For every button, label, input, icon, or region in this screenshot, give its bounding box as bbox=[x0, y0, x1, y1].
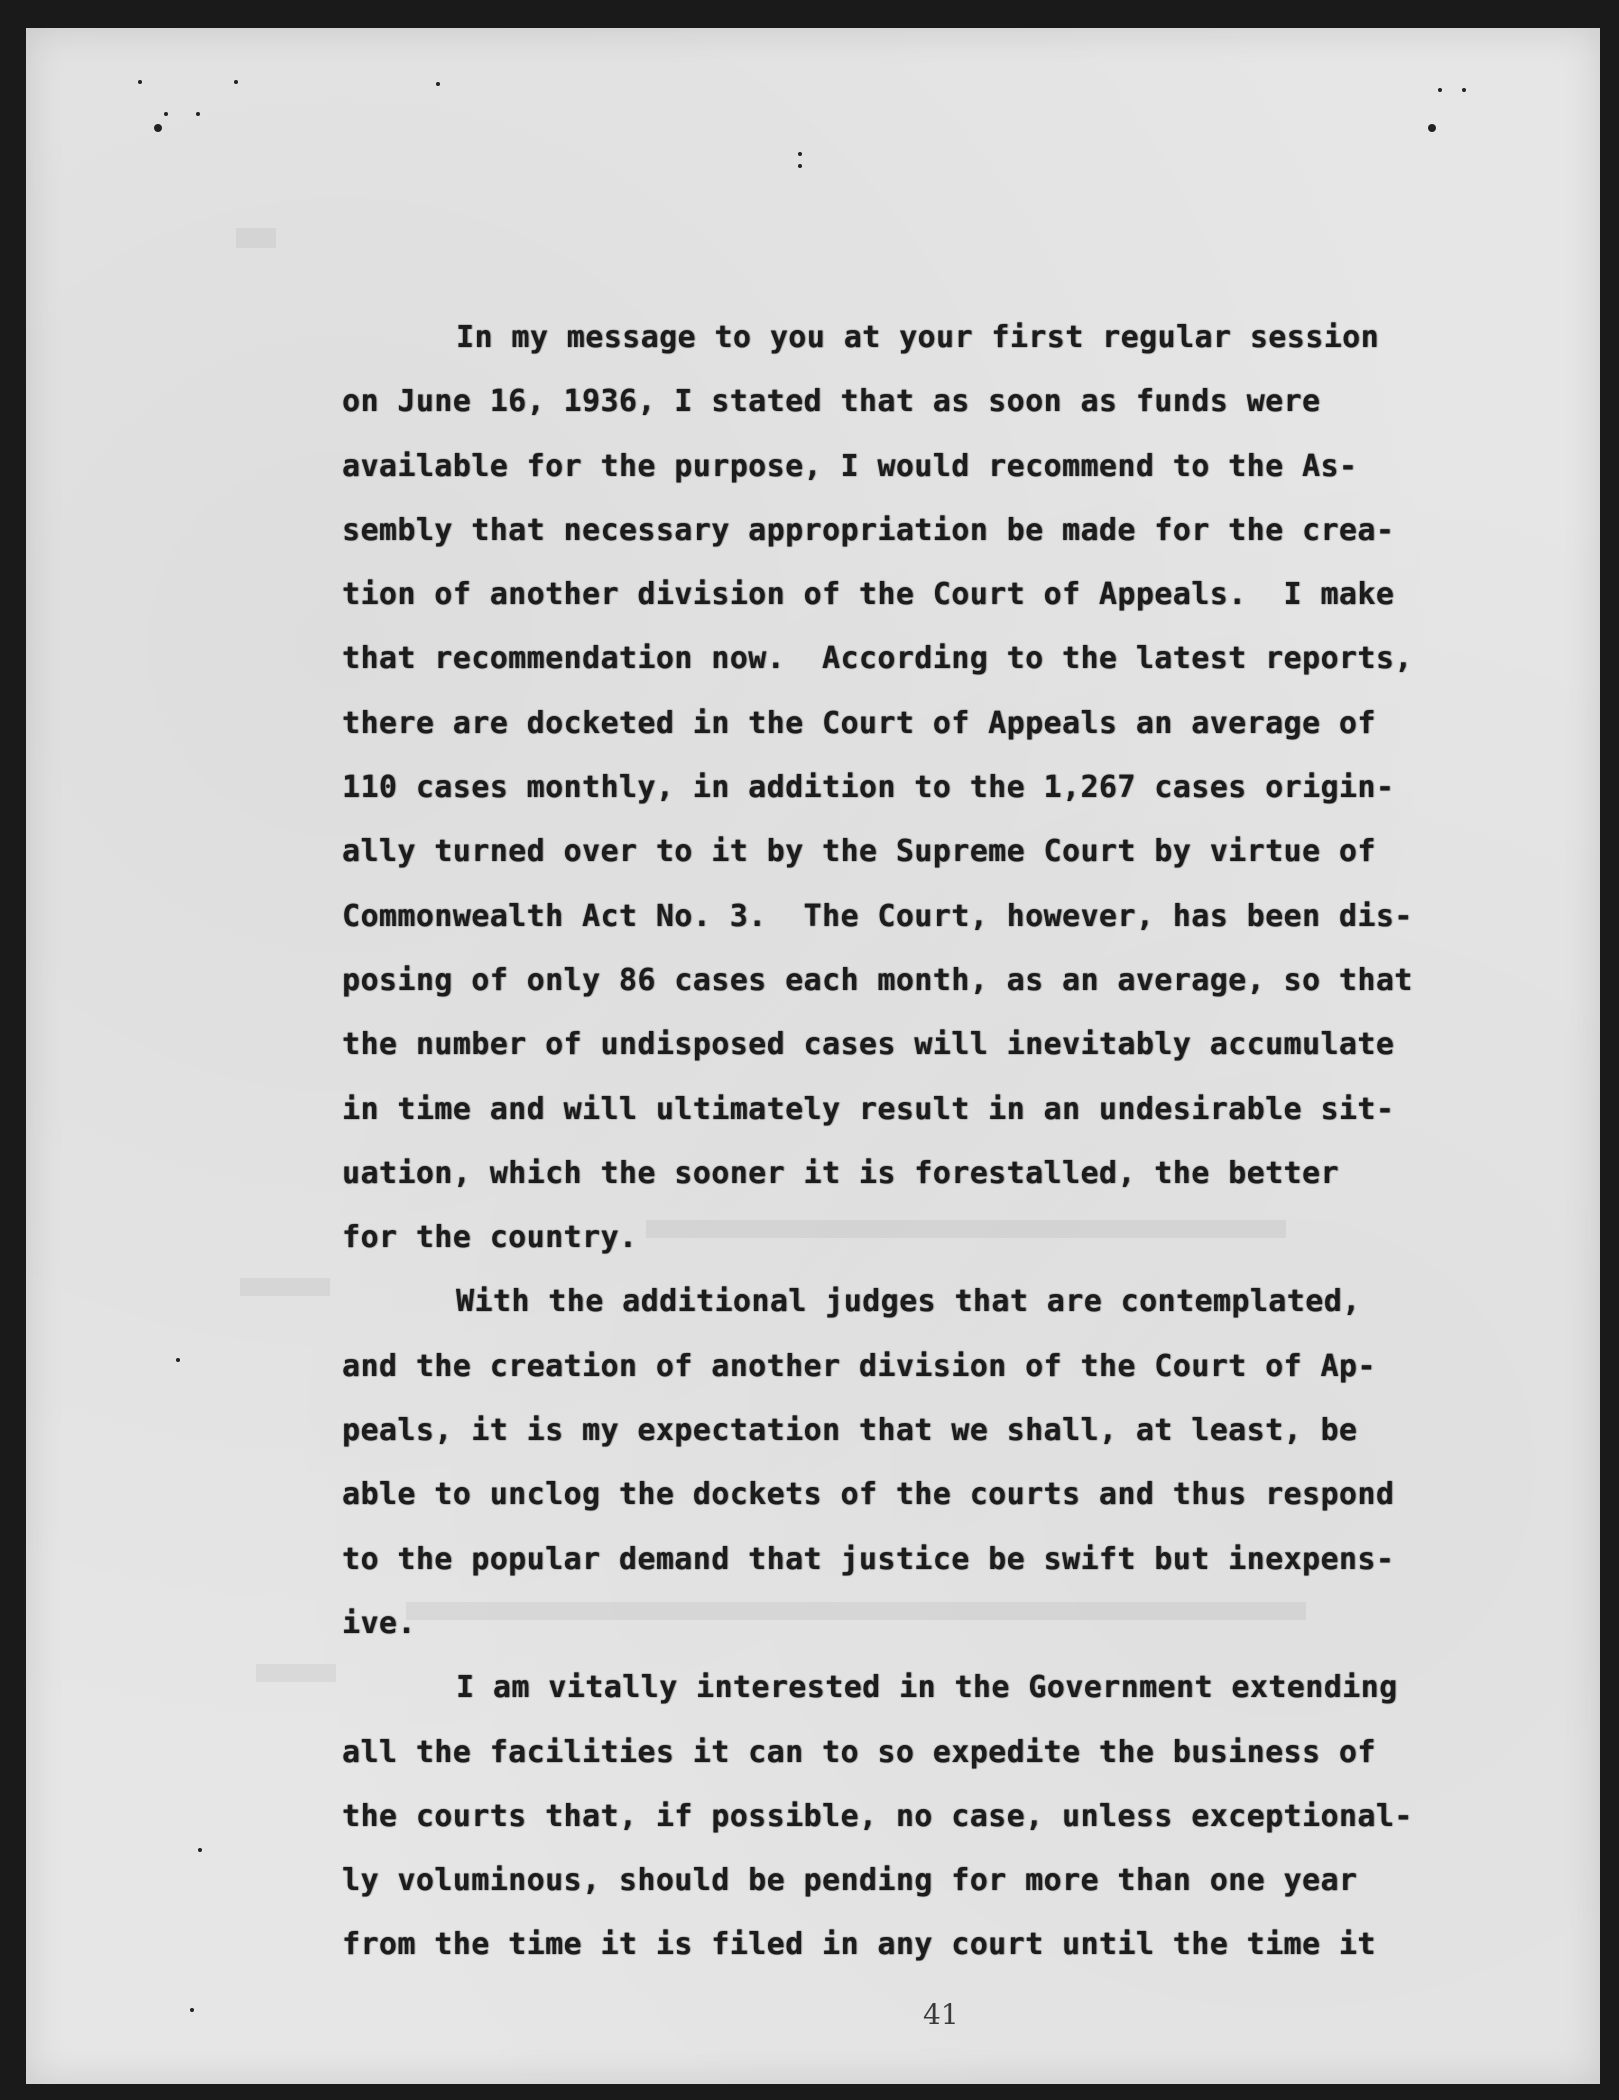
typewritten-body bbox=[342, 306, 1472, 1978]
paragraph-1-line: available for the purpose, I would recommend to the As- bbox=[342, 448, 1358, 484]
dust-speck bbox=[198, 1848, 202, 1852]
paragraph-1-line: sembly that necessary appropriation be made for the crea- bbox=[342, 512, 1395, 548]
dust-speck bbox=[164, 112, 168, 116]
dust-speck bbox=[436, 82, 440, 86]
paragraph-3-line: from the time it is filed in any court until the time it bbox=[342, 1927, 1376, 1963]
paragraph-3-line: ly voluminous, should be pending for more than one year bbox=[342, 1863, 1358, 1899]
dust-speck bbox=[138, 80, 142, 84]
show-through-smudge bbox=[240, 1278, 330, 1296]
dust-speck bbox=[196, 112, 200, 116]
paragraph-2-line: able to unclog the dockets of the courts and thus respond bbox=[342, 1477, 1395, 1513]
paragraph-2-line: to the popular demand that justice be swift but inexpens- bbox=[342, 1541, 1395, 1577]
paragraph-3-line: all the facilities it can to so expedite the business of bbox=[342, 1734, 1376, 1770]
show-through-smudge bbox=[256, 1664, 336, 1682]
paragraph-1-line: tion of another division of the Court of Appeals. I make bbox=[342, 577, 1395, 613]
dust-speck bbox=[798, 152, 802, 156]
paragraph-1-line: ally turned over to it by the Supreme Court by virtue of bbox=[342, 834, 1376, 870]
paragraph-1-line: on June 16, 1936, I stated that as soon as funds were bbox=[342, 384, 1321, 420]
dust-speck bbox=[154, 124, 162, 132]
paragraph-1-line: in time and will ultimately result in an undesirable sit- bbox=[342, 1091, 1395, 1127]
dust-speck bbox=[1462, 88, 1466, 92]
paragraph-1-line: for the country. bbox=[342, 1220, 638, 1256]
paragraph-1-line: there are docketed in the Court of Appeals an average of bbox=[342, 705, 1376, 741]
paragraph-3-line: I am vitally interested in the Government extending bbox=[456, 1670, 1398, 1706]
paragraph-2-line: ive. bbox=[342, 1605, 416, 1641]
paragraph-3-line: the courts that, if possible, no case, unless exceptional- bbox=[342, 1798, 1413, 1834]
dust-speck bbox=[1438, 88, 1442, 92]
paragraph-1-line: Commonwealth Act No. 3. The Court, however, has been dis- bbox=[342, 898, 1413, 934]
paragraph-1-line: posing of only 86 cases each month, as an average, so that bbox=[342, 962, 1413, 998]
dust-speck bbox=[1428, 124, 1436, 132]
dust-speck bbox=[798, 164, 802, 168]
dust-speck bbox=[190, 2008, 194, 2012]
paragraph-2-line: peals, it is my expectation that we shall, at least, be bbox=[342, 1413, 1358, 1449]
paragraph-2-line: and the creation of another division of the Court of Ap- bbox=[342, 1348, 1376, 1384]
dust-speck bbox=[176, 1358, 180, 1362]
dust-speck bbox=[234, 80, 238, 84]
paragraph-1-line: 110 cases monthly, in addition to the 1,267 cases origin- bbox=[342, 770, 1395, 806]
paragraph-1-line: that recommendation now. According to the latest reports, bbox=[342, 641, 1413, 677]
show-through-smudge bbox=[236, 228, 276, 248]
paragraph-1-line: In my message to you at your first regular session bbox=[456, 320, 1380, 355]
paragraph-2-line: With the additional judges that are contemplated, bbox=[456, 1284, 1361, 1320]
document-page bbox=[26, 28, 1600, 2084]
paragraph-1-line: the number of undisposed cases will inevitably accumulate bbox=[342, 1027, 1395, 1063]
page-number: 41 bbox=[923, 1998, 959, 2031]
paragraph-1-line: uation, which the sooner it is forestalled, the better bbox=[342, 1155, 1339, 1191]
